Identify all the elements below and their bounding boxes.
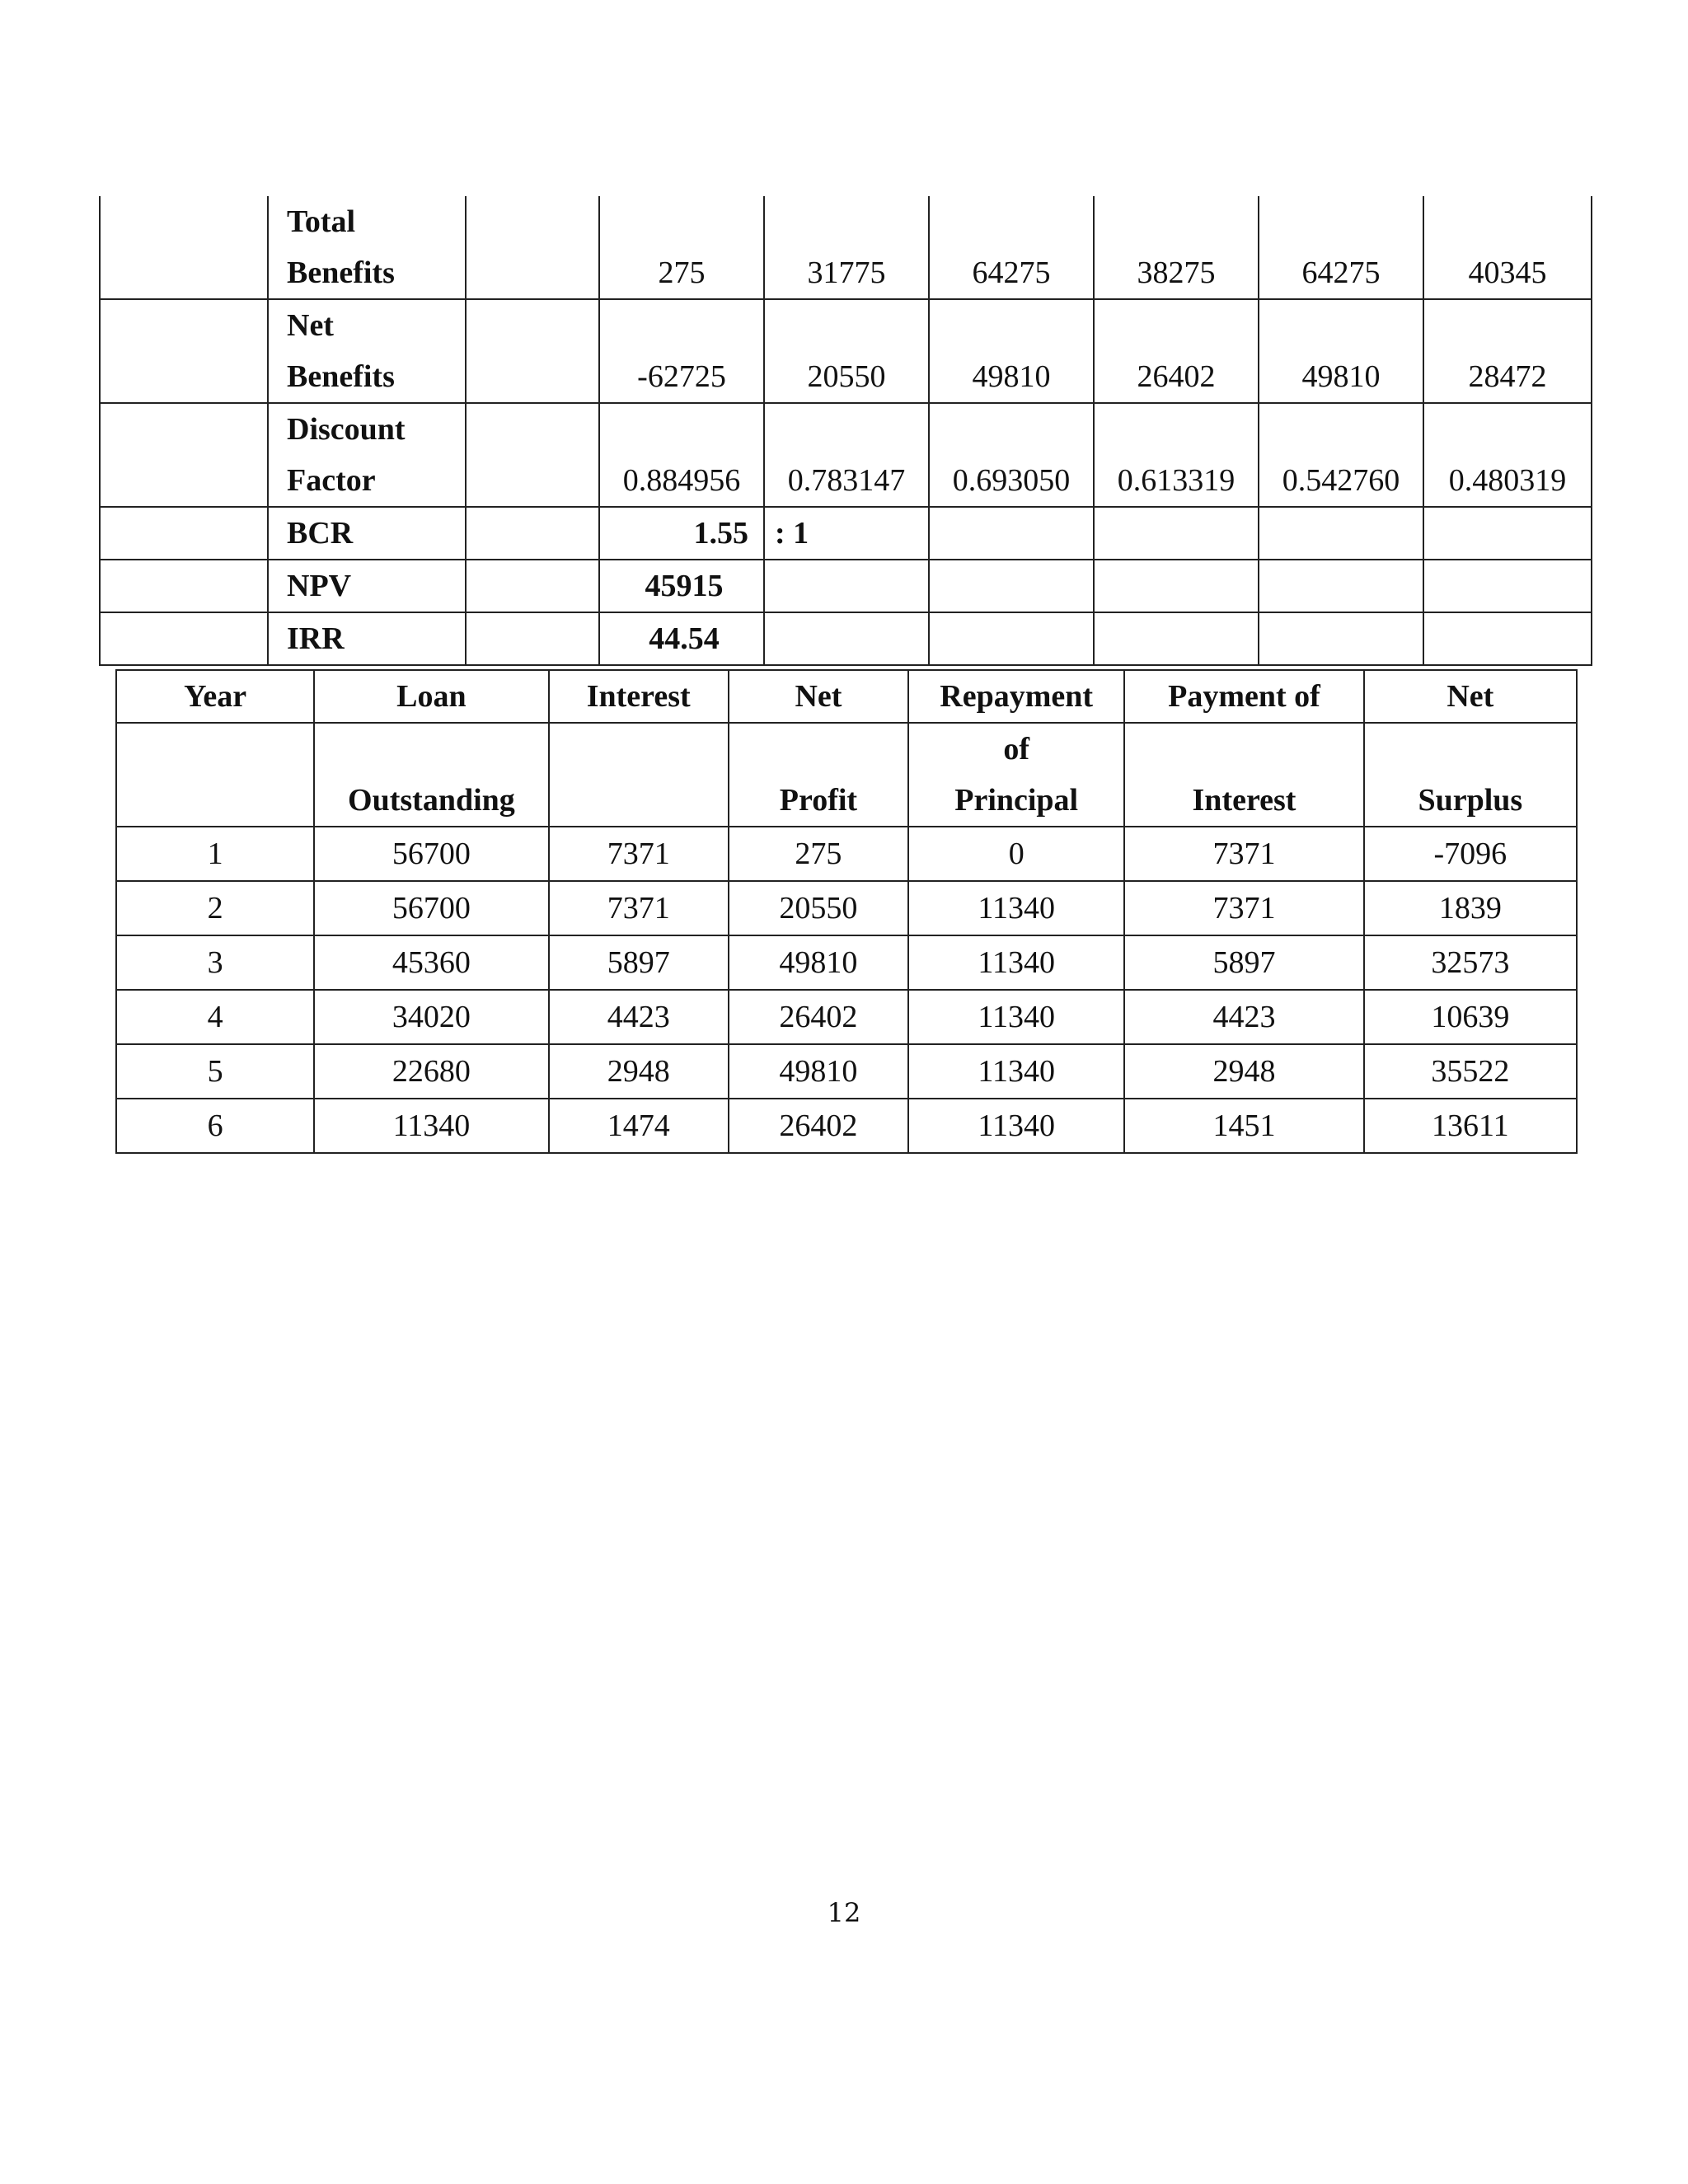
net-profit-cell: 49810 — [729, 1044, 908, 1099]
net-benefits-row — [100, 299, 1592, 403]
table-row — [116, 1044, 1577, 1099]
empty-cell — [466, 560, 599, 612]
bcr-ratio: : 1 — [764, 507, 929, 560]
header-surplus-top: Net — [1364, 670, 1577, 723]
year-cell: 2 — [116, 881, 314, 935]
value-cell: 0.613319 — [1094, 403, 1259, 507]
empty-cell — [466, 612, 599, 665]
npv-label: NPV — [268, 560, 466, 612]
bcr-row — [100, 507, 1592, 560]
loan-repayment-table — [115, 669, 1578, 1154]
table-row — [116, 881, 1577, 935]
empty-cell — [1423, 560, 1592, 612]
empty-cell — [929, 507, 1094, 560]
value-cell: 64275 — [1259, 196, 1423, 299]
header-repayment-bottom — [908, 723, 1124, 827]
net-profit-cell: 26402 — [729, 990, 908, 1044]
irr-label: IRR — [268, 612, 466, 665]
interest-cell: 7371 — [549, 881, 729, 935]
value-cell: 28472 — [1423, 299, 1592, 403]
header-payment-top: Payment of — [1124, 670, 1363, 723]
empty-cell — [100, 196, 268, 299]
net-surplus-cell: 10639 — [1364, 990, 1577, 1044]
value-cell: 0.542760 — [1259, 403, 1423, 507]
net-surplus-cell: 1839 — [1364, 881, 1577, 935]
payment-interest-cell: 5897 — [1124, 935, 1363, 990]
header-surplus-bottom: Surplus — [1364, 723, 1577, 827]
net-profit-cell: 20550 — [729, 881, 908, 935]
loan-cell: 34020 — [314, 990, 548, 1044]
repayment-cell: 0 — [908, 827, 1124, 881]
empty-cell — [100, 403, 268, 507]
header-repayment-last: Principal — [954, 783, 1079, 818]
table-row — [116, 1099, 1577, 1153]
header-net-bottom: Profit — [729, 723, 908, 827]
empty-cell — [929, 560, 1094, 612]
bcr-label: BCR — [268, 507, 466, 560]
empty-cell — [466, 299, 599, 403]
value-cell: -62725 — [599, 299, 764, 403]
loan-cell: 22680 — [314, 1044, 548, 1099]
loan-cell: 56700 — [314, 827, 548, 881]
header-interest: Interest — [549, 670, 729, 723]
repayment-cell: 11340 — [908, 881, 1124, 935]
net-surplus-cell: 13611 — [1364, 1099, 1577, 1153]
page-number: 12 — [827, 1897, 861, 1929]
row-label: Discount Factor — [268, 403, 466, 507]
empty-cell — [1259, 507, 1423, 560]
payment-interest-cell: 1451 — [1124, 1099, 1363, 1153]
interest-cell: 4423 — [549, 990, 729, 1044]
empty-cell — [764, 612, 929, 665]
payment-interest-cell: 7371 — [1124, 881, 1363, 935]
cost-benefit-table — [99, 196, 1592, 666]
interest-cell: 7371 — [549, 827, 729, 881]
discount-factor-row — [100, 403, 1592, 507]
repayment-cell: 11340 — [908, 935, 1124, 990]
value-cell: 49810 — [1259, 299, 1423, 403]
row-label: Total Benefits — [268, 196, 466, 299]
empty-cell — [466, 403, 599, 507]
bcr-value: 1.55 — [599, 507, 764, 560]
payment-interest-cell: 2948 — [1124, 1044, 1363, 1099]
value-cell: 0.884956 — [599, 403, 764, 507]
row-label: Net Benefits — [268, 299, 466, 403]
empty-cell — [929, 612, 1094, 665]
repayment-cell: 11340 — [908, 1044, 1124, 1099]
year-cell: 4 — [116, 990, 314, 1044]
value-cell: 0.783147 — [764, 403, 929, 507]
loan-cell: 56700 — [314, 881, 548, 935]
net-surplus-cell: -7096 — [1364, 827, 1577, 881]
empty-cell — [100, 299, 268, 403]
empty-cell — [1259, 560, 1423, 612]
table-row — [116, 990, 1577, 1044]
table-row — [116, 827, 1577, 881]
net-profit-cell: 275 — [729, 827, 908, 881]
empty-cell — [1094, 507, 1259, 560]
payment-interest-cell: 4423 — [1124, 990, 1363, 1044]
year-cell: 6 — [116, 1099, 314, 1153]
empty-cell — [466, 196, 599, 299]
empty-cell — [1094, 612, 1259, 665]
header-repayment-mid: of — [1003, 732, 1030, 766]
value-cell: 40345 — [1423, 196, 1592, 299]
repayment-cell: 11340 — [908, 990, 1124, 1044]
year-cell: 1 — [116, 827, 314, 881]
empty-cell — [100, 612, 268, 665]
interest-cell: 2948 — [549, 1044, 729, 1099]
empty-cell — [100, 560, 268, 612]
header-empty — [116, 723, 314, 827]
value-cell: 31775 — [764, 196, 929, 299]
header-loan-top: Loan — [314, 670, 548, 723]
npv-row — [100, 560, 1592, 612]
payment-interest-cell: 7371 — [1124, 827, 1363, 881]
header-year: Year — [116, 670, 314, 723]
value-cell: 38275 — [1094, 196, 1259, 299]
empty-cell — [1423, 612, 1592, 665]
header-repayment-top: Repayment — [908, 670, 1124, 723]
loan-cell: 45360 — [314, 935, 548, 990]
value-cell: 49810 — [929, 299, 1094, 403]
empty-cell — [466, 507, 599, 560]
value-cell: 275 — [599, 196, 764, 299]
net-profit-cell: 26402 — [729, 1099, 908, 1153]
value-cell: 0.480319 — [1423, 403, 1592, 507]
irr-row — [100, 612, 1592, 665]
interest-cell: 1474 — [549, 1099, 729, 1153]
year-cell: 5 — [116, 1044, 314, 1099]
empty-cell — [1094, 560, 1259, 612]
net-surplus-cell: 32573 — [1364, 935, 1577, 990]
empty-cell — [764, 560, 929, 612]
header-row-bottom — [116, 723, 1577, 827]
header-row-top — [116, 670, 1577, 723]
year-cell: 3 — [116, 935, 314, 990]
interest-cell: 5897 — [549, 935, 729, 990]
net-profit-cell: 49810 — [729, 935, 908, 990]
loan-cell: 11340 — [314, 1099, 548, 1153]
repayment-cell: 11340 — [908, 1099, 1124, 1153]
value-cell: 26402 — [1094, 299, 1259, 403]
empty-cell — [1259, 612, 1423, 665]
header-payment-bottom: Interest — [1124, 723, 1363, 827]
value-cell: 64275 — [929, 196, 1094, 299]
table-row — [116, 935, 1577, 990]
empty-cell — [1423, 507, 1592, 560]
header-empty — [549, 723, 729, 827]
npv-value: 45915 — [599, 560, 764, 612]
irr-value: 44.54 — [599, 612, 764, 665]
header-net-top: Net — [729, 670, 908, 723]
empty-cell — [100, 507, 268, 560]
value-cell: 0.693050 — [929, 403, 1094, 507]
value-cell: 20550 — [764, 299, 929, 403]
total-benefits-row — [100, 196, 1592, 299]
header-loan-bottom: Outstanding — [314, 723, 548, 827]
net-surplus-cell: 35522 — [1364, 1044, 1577, 1099]
